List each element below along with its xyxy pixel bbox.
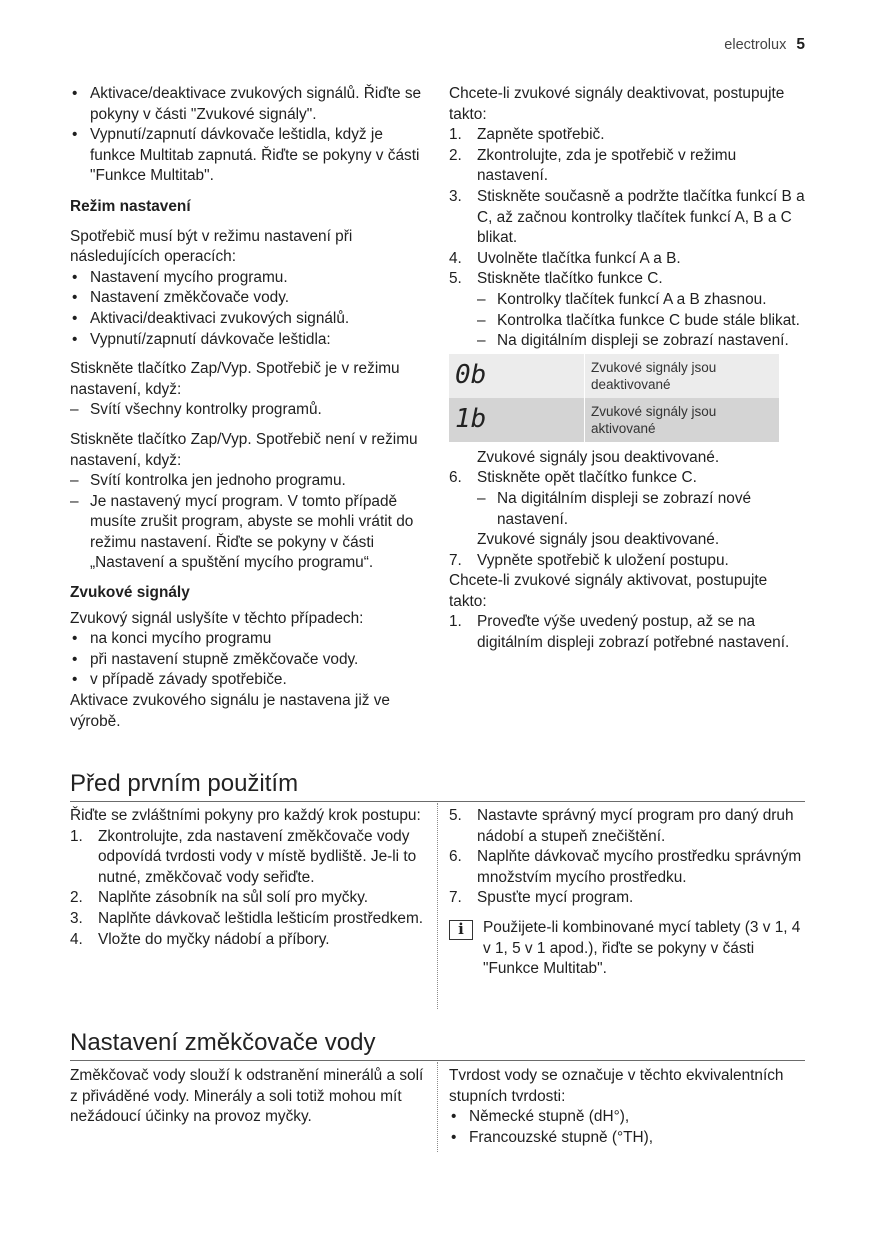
section-title-softener: Nastavení změkčovače vody	[70, 1029, 376, 1056]
zvuk-tail: Aktivace zvukového signálu je nastavena již ve výrobě.	[70, 692, 390, 730]
step-item	[70, 827, 426, 889]
top-right-column	[449, 84, 805, 654]
step-text: Proveďte výše uvedený postup, až se na digitálním displeji zobrazí potřebné nastavení.	[477, 613, 790, 652]
step-item	[449, 269, 805, 290]
step-item	[70, 909, 426, 930]
zvuk-lead: Zvukový signál uslyšíte v těchto případech:	[70, 609, 364, 627]
section-divider	[70, 1060, 805, 1061]
list-item: – Je nastavený mycí program. V tomto případě musíte zrušit program, abyste se mohli vrátit do režimu nastavení. Řiďte se pokyny v části „Nastavení a spuštění mycího programu“.	[70, 492, 428, 574]
display-code: 0b	[449, 354, 585, 398]
step-number: 3.	[449, 187, 462, 205]
step-text: Vložte do myčky nádobí a příbory.	[98, 930, 330, 948]
step-item	[449, 612, 805, 653]
column-divider	[437, 803, 438, 1009]
step-text: Stiskněte tlačítko funkce C.	[477, 270, 663, 288]
display-desc: Zvukové signály jsou aktivované	[585, 398, 780, 442]
list-item: • na konci mycího programu	[70, 629, 428, 650]
step-number: 1.	[449, 613, 462, 631]
step-text: Naplňte dávkovač mycího prostředku správným množstvím mycího prostředku.	[477, 848, 802, 886]
list-item: • Nastavení mycího programu.	[70, 268, 428, 289]
step-text: Uvolněte tlačítka funkcí A a B.	[477, 249, 681, 267]
display-code: 1b	[449, 398, 585, 442]
step-item	[70, 888, 426, 909]
step-item	[449, 888, 805, 909]
list-item: • při nastavení stupně změkčovače vody.	[70, 650, 428, 671]
list-item: • Aktivace/deaktivace zvukových signálů. Řiďte se pokyny v části "Zvukové signály".	[70, 84, 428, 125]
list-item: – Svítí kontrolka jen jednoho programu.	[70, 471, 428, 492]
list-item: – Svítí všechny kontrolky programů.	[70, 400, 428, 421]
step-item	[449, 125, 805, 146]
sub-item: – Na digitálním displeji se zobrazí nastavení.	[449, 331, 805, 352]
list-item: • Nastavení změkčovače vody.	[70, 288, 428, 309]
list-item: • Vypnutí/zapnutí dávkovače leštidla:	[70, 330, 428, 351]
section-title-first-use: Před prvním použitím	[70, 770, 299, 797]
step-text: Stiskněte opět tlačítko funkce C.	[477, 469, 697, 487]
step-text: Nastavte správný mycí program pro daný druh nádobí a stupeň znečištění.	[477, 807, 794, 845]
page-header	[724, 36, 805, 54]
list-item: • Vypnutí/zapnutí dávkovače leštidla, když je funkce Multitab zapnutá. Řiďte se pokyny v části "Funkce Multitab".	[70, 125, 428, 187]
step-text: Spusťte mycí program.	[477, 889, 634, 907]
softener-right	[449, 1066, 805, 1148]
step-text: Naplňte zásobník na sůl solí pro myčky.	[98, 889, 369, 907]
step-text: Zapněte spotřebič.	[477, 126, 605, 144]
table-row	[449, 398, 779, 442]
sub-item: – Kontrolka tlačítka funkce C bude stále blikat.	[449, 311, 805, 332]
step-item	[449, 187, 805, 249]
first-use-right	[449, 806, 805, 980]
step-number: 7.	[449, 551, 462, 569]
first-use-left	[70, 806, 426, 950]
top-left-column	[70, 84, 428, 732]
step-number: 2.	[70, 889, 83, 907]
zvuk-heading: Zvukové signály	[70, 584, 190, 602]
lead-setting-on: Stiskněte tlačítko Zap/Vyp. Spotřebič je v režimu nastavení, když:	[70, 360, 400, 398]
step-item	[70, 930, 426, 951]
list-item: • v případě závady spotřebiče.	[70, 670, 428, 691]
step-item	[449, 146, 805, 187]
step-number: 6.	[449, 469, 462, 487]
step-number: 6.	[449, 848, 462, 866]
step-text: Zkontrolujte, zda je spotřebič v režimu nastavení.	[477, 146, 737, 185]
sub-item: – Na digitálním displeji se zobrazí nové nastavení.	[449, 489, 805, 530]
section-divider	[70, 801, 805, 802]
step-item	[449, 847, 805, 888]
step-number: 1.	[449, 126, 462, 144]
step-number: 5.	[449, 270, 462, 288]
first-use-intro: Řiďte se zvláštními pokyny pro každý krok postupu:	[70, 807, 421, 824]
step-text: Vypněte spotřebič k uložení postupu.	[477, 551, 729, 569]
rezim-heading: Režim nastavení	[70, 197, 191, 215]
step-text: Zkontrolujte, zda nastavení změkčovače vody odpovídá tvrdosti vody v místě bydliště. Je-li to nutné, změkčovač vody seřiďte.	[98, 827, 417, 886]
table-row	[449, 354, 779, 398]
softener-left	[70, 1066, 428, 1128]
step6-note: Zvukové signály jsou deaktivované.	[477, 531, 720, 549]
deactivate-intro: Chcete-li zvukové signály deaktivovat, postupujte takto:	[449, 85, 785, 123]
list-item: • Francouzské stupně (°TH),	[449, 1128, 805, 1149]
page-number: 5	[796, 36, 805, 53]
after-table-note: Zvukové signály jsou deaktivované.	[477, 448, 720, 466]
display-desc: Zvukové signály jsou deaktivované	[585, 354, 780, 398]
column-divider	[437, 1062, 438, 1152]
sub-item: – Kontrolky tlačítek funkcí A a B zhasnou.	[449, 290, 805, 311]
hardness-intro: Tvrdost vody se označuje v těchto ekvivalentních stupních tvrdosti:	[449, 1067, 784, 1105]
step-number: 2.	[449, 146, 462, 164]
softener-text: Změkčovač vody slouží k odstranění minerálů a solí z přiváděné vody. Minerály a soli totiž mohou mít nežádoucí účinky na provoz myčky.	[70, 1067, 424, 1126]
info-icon: i	[449, 920, 473, 940]
lead-setting-off: Stiskněte tlačítko Zap/Vyp. Spotřebič není v režimu nastavení, když:	[70, 430, 418, 469]
step-number: 3.	[70, 909, 83, 927]
rezim-lead: Spotřebič musí být v režimu nastavení při následujících operacích:	[70, 227, 353, 266]
step-number: 5.	[449, 807, 462, 824]
step-number: 4.	[70, 930, 83, 948]
brand-name: electrolux	[724, 37, 787, 53]
info-text: Použijete-li kombinované mycí tablety (3 v 1, 4 v 1, 5 v 1 apod.), řiďte se pokyny v části "Funkce Multitab".	[483, 918, 801, 978]
step-text: Naplňte dávkovač leštidla lešticím prostředkem.	[98, 909, 424, 927]
step-item	[449, 468, 805, 489]
step-number: 4.	[449, 249, 462, 267]
info-note	[449, 918, 805, 980]
list-item: • Německé stupně (dH°),	[449, 1107, 805, 1128]
step-item	[449, 551, 805, 572]
step-item	[449, 249, 805, 270]
step-text: Stiskněte současně a podržte tlačítka funkcí B a C, až začnou kontrolky tlačítek funkcí A, B a C blikat.	[477, 187, 805, 247]
step-item	[449, 806, 805, 847]
step-number: 1.	[70, 827, 83, 845]
step-number: 7.	[449, 889, 462, 907]
activate-intro: Chcete-li zvukové signály aktivovat, postupujte takto:	[449, 572, 768, 610]
display-codes-table	[449, 354, 779, 442]
list-item: • Aktivaci/deaktivaci zvukových signálů.	[70, 309, 428, 330]
